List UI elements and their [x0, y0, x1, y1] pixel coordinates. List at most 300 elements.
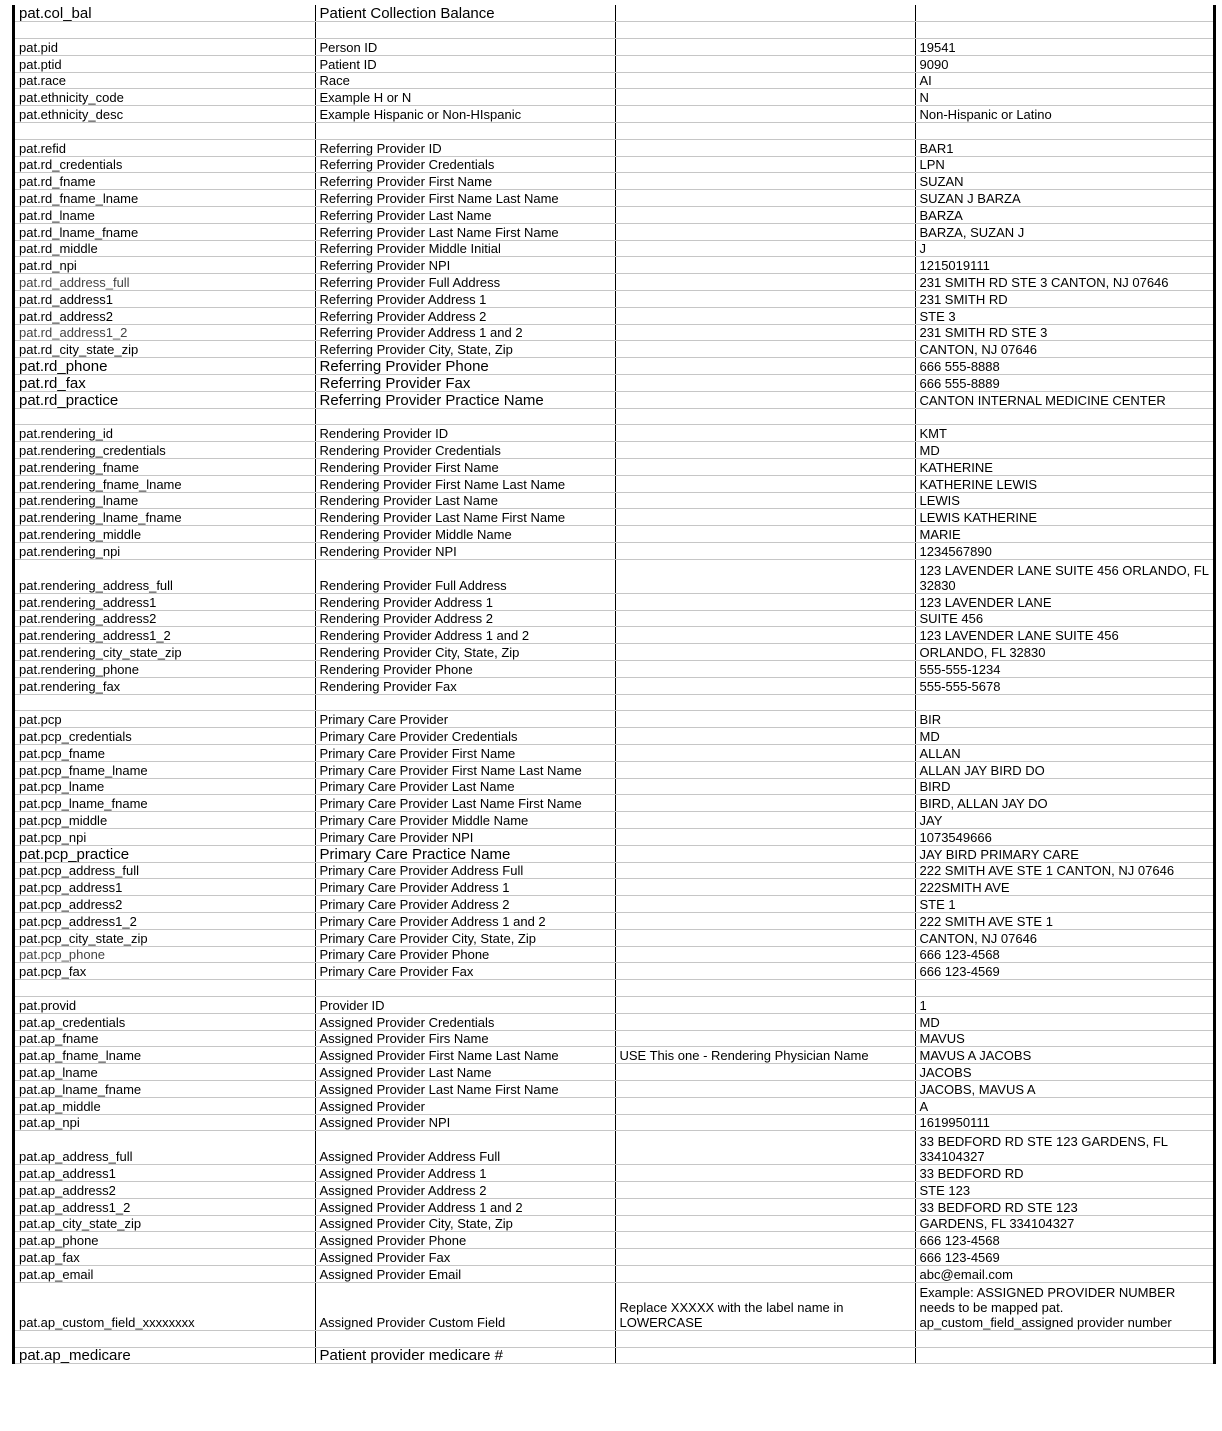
cell-notes[interactable]: [615, 845, 915, 862]
cell-example[interactable]: STE 123: [915, 1182, 1213, 1199]
cell-field[interactable]: [15, 1330, 315, 1347]
cell-example[interactable]: JACOBS, MAVUS A: [915, 1080, 1213, 1097]
cell-example[interactable]: MAVUS: [915, 1030, 1213, 1047]
cell-notes[interactable]: [615, 1165, 915, 1182]
cell-notes[interactable]: [615, 963, 915, 980]
cell-field[interactable]: pat.col_bal: [15, 5, 315, 22]
cell-example[interactable]: 123 LAVENDER LANE SUITE 456: [915, 627, 1213, 644]
cell-notes[interactable]: [615, 408, 915, 425]
cell-example[interactable]: Example: ASSIGNED PROVIDER NUMBER needs to be mapped pat. ap_custom_field_assigned provider number: [915, 1282, 1213, 1330]
cell-field[interactable]: pat.rd_fax: [15, 375, 315, 392]
cell-description[interactable]: Example H or N: [315, 89, 615, 106]
cell-notes[interactable]: [615, 156, 915, 173]
cell-field[interactable]: pat.pcp_address2: [15, 896, 315, 913]
cell-field[interactable]: pat.ap_medicare: [15, 1347, 315, 1364]
cell-field[interactable]: pat.ap_address1_2: [15, 1198, 315, 1215]
cell-field[interactable]: pat.rendering_city_state_zip: [15, 644, 315, 661]
cell-notes[interactable]: [615, 1215, 915, 1232]
cell-description[interactable]: Assigned Provider: [315, 1097, 615, 1114]
cell-field[interactable]: pat.pcp_lname_fname: [15, 795, 315, 812]
cell-field[interactable]: pat.pcp_phone: [15, 946, 315, 963]
cell-description[interactable]: Rendering Provider Address 1: [315, 593, 615, 610]
cell-notes[interactable]: [615, 812, 915, 829]
cell-field[interactable]: [15, 408, 315, 425]
cell-field[interactable]: pat.pcp: [15, 711, 315, 728]
cell-field[interactable]: pat.rd_address_full: [15, 274, 315, 291]
cell-example[interactable]: 33 BEDFORD RD STE 123: [915, 1198, 1213, 1215]
cell-notes[interactable]: [615, 106, 915, 123]
cell-description[interactable]: Assigned Provider City, State, Zip: [315, 1215, 615, 1232]
cell-example[interactable]: 666 555-8889: [915, 375, 1213, 392]
cell-example[interactable]: N: [915, 89, 1213, 106]
cell-notes[interactable]: [615, 1347, 915, 1364]
cell-example[interactable]: [915, 694, 1213, 711]
cell-description[interactable]: Assigned Provider Address Full: [315, 1131, 615, 1165]
cell-description[interactable]: Primary Care Provider Address 2: [315, 896, 615, 913]
cell-example[interactable]: JACOBS: [915, 1064, 1213, 1081]
cell-example[interactable]: GARDENS, FL 334104327: [915, 1215, 1213, 1232]
cell-field[interactable]: pat.ap_lname_fname: [15, 1080, 315, 1097]
cell-example[interactable]: ORLANDO, FL 32830: [915, 644, 1213, 661]
cell-description[interactable]: Referring Provider Credentials: [315, 156, 615, 173]
cell-field[interactable]: pat.pcp_practice: [15, 845, 315, 862]
cell-example[interactable]: 222SMITH AVE: [915, 879, 1213, 896]
cell-field[interactable]: pat.rd_practice: [15, 391, 315, 408]
cell-field[interactable]: pat.provid: [15, 996, 315, 1013]
cell-example[interactable]: 222 SMITH AVE STE 1 CANTON, NJ 07646: [915, 862, 1213, 879]
cell-field[interactable]: pat.pcp_address_full: [15, 862, 315, 879]
cell-description[interactable]: Primary Care Provider Credentials: [315, 728, 615, 745]
cell-description[interactable]: Rendering Provider Address 1 and 2: [315, 627, 615, 644]
cell-example[interactable]: BIRD: [915, 778, 1213, 795]
cell-example[interactable]: 231 SMITH RD STE 3: [915, 324, 1213, 341]
cell-description[interactable]: Assigned Provider Fax: [315, 1249, 615, 1266]
cell-example[interactable]: 1: [915, 996, 1213, 1013]
cell-field[interactable]: pat.ethnicity_code: [15, 89, 315, 106]
cell-description[interactable]: Referring Provider Middle Initial: [315, 240, 615, 257]
cell-field[interactable]: pat.refid: [15, 139, 315, 156]
cell-field[interactable]: pat.rd_address2: [15, 307, 315, 324]
cell-description[interactable]: Primary Care Provider Phone: [315, 946, 615, 963]
cell-example[interactable]: BARZA: [915, 207, 1213, 224]
cell-field[interactable]: pat.rd_phone: [15, 358, 315, 375]
cell-description[interactable]: Assigned Provider Phone: [315, 1232, 615, 1249]
cell-notes[interactable]: [615, 1249, 915, 1266]
cell-description[interactable]: Referring Provider Phone: [315, 358, 615, 375]
cell-notes[interactable]: [615, 223, 915, 240]
cell-example[interactable]: KATHERINE LEWIS: [915, 475, 1213, 492]
cell-notes[interactable]: [615, 72, 915, 89]
cell-example[interactable]: 1215019111: [915, 257, 1213, 274]
cell-notes[interactable]: [615, 291, 915, 308]
cell-example[interactable]: BARZA, SUZAN J: [915, 223, 1213, 240]
cell-notes[interactable]: [615, 307, 915, 324]
cell-notes[interactable]: [615, 1330, 915, 1347]
cell-example[interactable]: [915, 1330, 1213, 1347]
cell-field[interactable]: pat.rendering_middle: [15, 526, 315, 543]
cell-example[interactable]: KMT: [915, 425, 1213, 442]
cell-description[interactable]: Assigned Provider Last Name First Name: [315, 1080, 615, 1097]
cell-description[interactable]: Rendering Provider Last Name: [315, 492, 615, 509]
cell-field[interactable]: pat.ap_middle: [15, 1097, 315, 1114]
cell-description[interactable]: [315, 22, 615, 39]
cell-example[interactable]: 666 123-4568: [915, 1232, 1213, 1249]
cell-notes[interactable]: [615, 509, 915, 526]
cell-description[interactable]: Rendering Provider NPI: [315, 543, 615, 560]
cell-description[interactable]: Referring Provider Address 1: [315, 291, 615, 308]
cell-field[interactable]: pat.ap_custom_field_xxxxxxxx: [15, 1282, 315, 1330]
cell-description[interactable]: Primary Care Provider First Name Last Name: [315, 761, 615, 778]
cell-notes[interactable]: [615, 929, 915, 946]
cell-notes[interactable]: [615, 55, 915, 72]
cell-example[interactable]: LPN: [915, 156, 1213, 173]
cell-notes[interactable]: [615, 341, 915, 358]
cell-field[interactable]: pat.rd_address1_2: [15, 324, 315, 341]
cell-field[interactable]: pat.rd_npi: [15, 257, 315, 274]
cell-example[interactable]: LEWIS KATHERINE: [915, 509, 1213, 526]
cell-field[interactable]: pat.ap_credentials: [15, 1013, 315, 1030]
cell-field[interactable]: pat.rd_lname: [15, 207, 315, 224]
cell-notes[interactable]: [615, 207, 915, 224]
cell-field[interactable]: pat.rendering_lname: [15, 492, 315, 509]
cell-notes[interactable]: [615, 677, 915, 694]
cell-description[interactable]: Rendering Provider Last Name First Name: [315, 509, 615, 526]
cell-description[interactable]: Assigned Provider Last Name: [315, 1064, 615, 1081]
cell-description[interactable]: Referring Provider Address 1 and 2: [315, 324, 615, 341]
cell-notes[interactable]: [615, 610, 915, 627]
cell-field[interactable]: pat.ap_address2: [15, 1182, 315, 1199]
cell-notes[interactable]: [615, 358, 915, 375]
cell-description[interactable]: Rendering Provider Full Address: [315, 559, 615, 593]
cell-example[interactable]: [915, 980, 1213, 997]
cell-example[interactable]: 33 BEDFORD RD STE 123 GARDENS, FL 334104327: [915, 1131, 1213, 1165]
cell-field[interactable]: pat.rd_fname_lname: [15, 190, 315, 207]
cell-example[interactable]: 123 LAVENDER LANE SUITE 456 ORLANDO, FL 32830: [915, 559, 1213, 593]
cell-field[interactable]: pat.rendering_phone: [15, 660, 315, 677]
cell-notes[interactable]: USE This one - Rendering Physician Name: [615, 1047, 915, 1064]
cell-notes[interactable]: [615, 946, 915, 963]
cell-example[interactable]: ALLAN: [915, 744, 1213, 761]
cell-description[interactable]: Rendering Provider City, State, Zip: [315, 644, 615, 661]
cell-example[interactable]: 231 SMITH RD: [915, 291, 1213, 308]
cell-field[interactable]: pat.race: [15, 72, 315, 89]
cell-field[interactable]: pat.rd_city_state_zip: [15, 341, 315, 358]
cell-notes[interactable]: [615, 1114, 915, 1131]
cell-description[interactable]: Primary Care Provider Last Name First Name: [315, 795, 615, 812]
cell-example[interactable]: abc@email.com: [915, 1266, 1213, 1283]
cell-field[interactable]: pat.pcp_address1_2: [15, 912, 315, 929]
cell-description[interactable]: Primary Care Provider Middle Name: [315, 812, 615, 829]
cell-example[interactable]: BIRD, ALLAN JAY DO: [915, 795, 1213, 812]
cell-description[interactable]: Rendering Provider Credentials: [315, 442, 615, 459]
cell-example[interactable]: 231 SMITH RD STE 3 CANTON, NJ 07646: [915, 274, 1213, 291]
cell-example[interactable]: SUZAN: [915, 173, 1213, 190]
cell-notes[interactable]: [615, 190, 915, 207]
cell-description[interactable]: Example Hispanic or Non-HIspanic: [315, 106, 615, 123]
cell-description[interactable]: Rendering Provider Fax: [315, 677, 615, 694]
cell-description[interactable]: Primary Care Provider Address Full: [315, 862, 615, 879]
cell-description[interactable]: Assigned Provider NPI: [315, 1114, 615, 1131]
cell-notes[interactable]: [615, 862, 915, 879]
cell-example[interactable]: STE 1: [915, 896, 1213, 913]
cell-description[interactable]: Patient ID: [315, 55, 615, 72]
cell-field[interactable]: pat.rendering_npi: [15, 543, 315, 560]
cell-description[interactable]: Primary Care Provider NPI: [315, 828, 615, 845]
cell-notes[interactable]: [615, 274, 915, 291]
cell-notes[interactable]: [615, 459, 915, 476]
cell-field[interactable]: pat.pcp_city_state_zip: [15, 929, 315, 946]
cell-example[interactable]: MD: [915, 1013, 1213, 1030]
cell-notes[interactable]: [615, 728, 915, 745]
cell-example[interactable]: [915, 22, 1213, 39]
cell-field[interactable]: pat.ptid: [15, 55, 315, 72]
cell-notes[interactable]: [615, 1064, 915, 1081]
cell-example[interactable]: A: [915, 1097, 1213, 1114]
cell-description[interactable]: [315, 408, 615, 425]
cell-example[interactable]: CANTON INTERNAL MEDICINE CENTER: [915, 391, 1213, 408]
cell-field[interactable]: pat.ap_city_state_zip: [15, 1215, 315, 1232]
cell-notes[interactable]: [615, 627, 915, 644]
cell-description[interactable]: Assigned Provider Address 2: [315, 1182, 615, 1199]
cell-example[interactable]: [915, 123, 1213, 140]
cell-notes[interactable]: [615, 996, 915, 1013]
cell-field[interactable]: [15, 694, 315, 711]
cell-example[interactable]: STE 3: [915, 307, 1213, 324]
cell-description[interactable]: Rendering Provider Address 2: [315, 610, 615, 627]
cell-description[interactable]: [315, 980, 615, 997]
cell-notes[interactable]: [615, 139, 915, 156]
cell-description[interactable]: Referring Provider NPI: [315, 257, 615, 274]
cell-description[interactable]: Referring Provider Fax: [315, 375, 615, 392]
cell-description[interactable]: Referring Provider City, State, Zip: [315, 341, 615, 358]
cell-field[interactable]: pat.ap_fax: [15, 1249, 315, 1266]
cell-description[interactable]: Primary Care Practice Name: [315, 845, 615, 862]
cell-description[interactable]: Referring Provider First Name Last Name: [315, 190, 615, 207]
cell-description[interactable]: Referring Provider Address 2: [315, 307, 615, 324]
cell-notes[interactable]: [615, 879, 915, 896]
cell-field[interactable]: pat.rendering_lname_fname: [15, 509, 315, 526]
cell-field[interactable]: pat.ap_address_full: [15, 1131, 315, 1165]
cell-field[interactable]: pat.rd_address1: [15, 291, 315, 308]
cell-field[interactable]: pat.pcp_address1: [15, 879, 315, 896]
cell-example[interactable]: CANTON, NJ 07646: [915, 929, 1213, 946]
cell-description[interactable]: Provider ID: [315, 996, 615, 1013]
cell-notes[interactable]: [615, 22, 915, 39]
cell-field[interactable]: pat.pcp_middle: [15, 812, 315, 829]
cell-description[interactable]: Primary Care Provider First Name: [315, 744, 615, 761]
cell-field[interactable]: pat.rendering_address1_2: [15, 627, 315, 644]
cell-notes[interactable]: [615, 475, 915, 492]
cell-notes[interactable]: [615, 1232, 915, 1249]
cell-notes[interactable]: [615, 896, 915, 913]
cell-example[interactable]: 222 SMITH AVE STE 1: [915, 912, 1213, 929]
cell-field[interactable]: pat.rd_fname: [15, 173, 315, 190]
cell-notes[interactable]: Replace XXXXX with the label name in LOWERCASE: [615, 1282, 915, 1330]
cell-notes[interactable]: [615, 711, 915, 728]
cell-field[interactable]: pat.rendering_credentials: [15, 442, 315, 459]
cell-example[interactable]: JAY BIRD PRIMARY CARE: [915, 845, 1213, 862]
cell-description[interactable]: Rendering Provider Middle Name: [315, 526, 615, 543]
cell-example[interactable]: 555-555-5678: [915, 677, 1213, 694]
cell-field[interactable]: pat.rendering_address1: [15, 593, 315, 610]
cell-field[interactable]: pat.pcp_npi: [15, 828, 315, 845]
cell-description[interactable]: Primary Care Provider Last Name: [315, 778, 615, 795]
cell-notes[interactable]: [615, 240, 915, 257]
cell-field[interactable]: [15, 22, 315, 39]
cell-example[interactable]: 555-555-1234: [915, 660, 1213, 677]
cell-field[interactable]: pat.rd_lname_fname: [15, 223, 315, 240]
cell-field[interactable]: pat.rendering_fname: [15, 459, 315, 476]
cell-description[interactable]: Primary Care Provider Address 1: [315, 879, 615, 896]
cell-description[interactable]: Referring Provider First Name: [315, 173, 615, 190]
cell-description[interactable]: Assigned Provider Custom Field: [315, 1282, 615, 1330]
cell-notes[interactable]: [615, 828, 915, 845]
cell-description[interactable]: Race: [315, 72, 615, 89]
cell-notes[interactable]: [615, 912, 915, 929]
cell-example[interactable]: MARIE: [915, 526, 1213, 543]
cell-example[interactable]: [915, 408, 1213, 425]
cell-description[interactable]: Patient provider medicare #: [315, 1347, 615, 1364]
cell-description[interactable]: Referring Provider Last Name First Name: [315, 223, 615, 240]
cell-field[interactable]: pat.pcp_fname_lname: [15, 761, 315, 778]
cell-description[interactable]: Assigned Provider Address 1 and 2: [315, 1198, 615, 1215]
cell-description[interactable]: Referring Provider Full Address: [315, 274, 615, 291]
cell-description[interactable]: Rendering Provider ID: [315, 425, 615, 442]
cell-example[interactable]: 666 123-4569: [915, 963, 1213, 980]
cell-description[interactable]: [315, 123, 615, 140]
cell-notes[interactable]: [615, 492, 915, 509]
cell-notes[interactable]: [615, 559, 915, 593]
cell-notes[interactable]: [615, 543, 915, 560]
cell-description[interactable]: Primary Care Provider: [315, 711, 615, 728]
cell-field[interactable]: pat.ethnicity_desc: [15, 106, 315, 123]
cell-field[interactable]: [15, 980, 315, 997]
cell-example[interactable]: AI: [915, 72, 1213, 89]
cell-field[interactable]: pat.pcp_credentials: [15, 728, 315, 745]
cell-example[interactable]: BAR1: [915, 139, 1213, 156]
cell-description[interactable]: Primary Care Provider Address 1 and 2: [315, 912, 615, 929]
cell-notes[interactable]: [615, 1198, 915, 1215]
cell-notes[interactable]: [615, 744, 915, 761]
cell-field[interactable]: [15, 123, 315, 140]
cell-description[interactable]: [315, 1330, 615, 1347]
cell-field[interactable]: pat.rendering_id: [15, 425, 315, 442]
cell-field[interactable]: pat.rd_credentials: [15, 156, 315, 173]
cell-description[interactable]: Person ID: [315, 39, 615, 56]
cell-example[interactable]: [915, 1347, 1213, 1364]
cell-field[interactable]: pat.pcp_fax: [15, 963, 315, 980]
cell-example[interactable]: LEWIS: [915, 492, 1213, 509]
cell-field[interactable]: pat.ap_address1: [15, 1165, 315, 1182]
cell-field[interactable]: pat.rendering_address_full: [15, 559, 315, 593]
cell-field[interactable]: pat.ap_fname: [15, 1030, 315, 1047]
cell-notes[interactable]: [615, 1030, 915, 1047]
cell-description[interactable]: Assigned Provider First Name Last Name: [315, 1047, 615, 1064]
cell-notes[interactable]: [615, 123, 915, 140]
cell-notes[interactable]: [615, 442, 915, 459]
cell-example[interactable]: 1234567890: [915, 543, 1213, 560]
cell-notes[interactable]: [615, 1131, 915, 1165]
cell-notes[interactable]: [615, 1080, 915, 1097]
cell-description[interactable]: Referring Provider Last Name: [315, 207, 615, 224]
cell-description[interactable]: Referring Provider Practice Name: [315, 391, 615, 408]
cell-notes[interactable]: [615, 391, 915, 408]
cell-notes[interactable]: [615, 778, 915, 795]
cell-description[interactable]: Assigned Provider Email: [315, 1266, 615, 1283]
cell-notes[interactable]: [615, 89, 915, 106]
cell-field[interactable]: pat.rendering_address2: [15, 610, 315, 627]
cell-example[interactable]: SUZAN J BARZA: [915, 190, 1213, 207]
cell-example[interactable]: 123 LAVENDER LANE: [915, 593, 1213, 610]
cell-example[interactable]: [915, 5, 1213, 22]
cell-example[interactable]: KATHERINE: [915, 459, 1213, 476]
cell-field[interactable]: pat.ap_fname_lname: [15, 1047, 315, 1064]
cell-field[interactable]: pat.ap_npi: [15, 1114, 315, 1131]
cell-example[interactable]: CANTON, NJ 07646: [915, 341, 1213, 358]
cell-example[interactable]: 1619950111: [915, 1114, 1213, 1131]
cell-description[interactable]: [315, 694, 615, 711]
cell-notes[interactable]: [615, 761, 915, 778]
cell-field[interactable]: pat.pcp_lname: [15, 778, 315, 795]
cell-notes[interactable]: [615, 324, 915, 341]
cell-field[interactable]: pat.rd_middle: [15, 240, 315, 257]
cell-notes[interactable]: [615, 375, 915, 392]
cell-example[interactable]: MAVUS A JACOBS: [915, 1047, 1213, 1064]
cell-example[interactable]: MD: [915, 442, 1213, 459]
cell-example[interactable]: JAY: [915, 812, 1213, 829]
cell-example[interactable]: 1073549666: [915, 828, 1213, 845]
cell-example[interactable]: Non-Hispanic or Latino: [915, 106, 1213, 123]
cell-example[interactable]: SUITE 456: [915, 610, 1213, 627]
cell-field[interactable]: pat.ap_lname: [15, 1064, 315, 1081]
cell-notes[interactable]: [615, 173, 915, 190]
cell-field[interactable]: pat.ap_phone: [15, 1232, 315, 1249]
cell-notes[interactable]: [615, 660, 915, 677]
cell-notes[interactable]: [615, 526, 915, 543]
cell-notes[interactable]: [615, 425, 915, 442]
cell-example[interactable]: 33 BEDFORD RD: [915, 1165, 1213, 1182]
cell-notes[interactable]: [615, 257, 915, 274]
cell-description[interactable]: Primary Care Provider City, State, Zip: [315, 929, 615, 946]
cell-field[interactable]: pat.rendering_fax: [15, 677, 315, 694]
cell-description[interactable]: Primary Care Provider Fax: [315, 963, 615, 980]
cell-notes[interactable]: [615, 980, 915, 997]
cell-notes[interactable]: [615, 593, 915, 610]
cell-description[interactable]: Assigned Provider Address 1: [315, 1165, 615, 1182]
cell-example[interactable]: 19541: [915, 39, 1213, 56]
cell-example[interactable]: MD: [915, 728, 1213, 745]
cell-notes[interactable]: [615, 5, 915, 22]
cell-notes[interactable]: [615, 1013, 915, 1030]
cell-field[interactable]: pat.ap_email: [15, 1266, 315, 1283]
cell-description[interactable]: Patient Collection Balance: [315, 5, 615, 22]
cell-description[interactable]: Rendering Provider First Name Last Name: [315, 475, 615, 492]
cell-example[interactable]: 666 555-8888: [915, 358, 1213, 375]
cell-description[interactable]: Assigned Provider Credentials: [315, 1013, 615, 1030]
cell-notes[interactable]: [615, 795, 915, 812]
cell-field[interactable]: pat.pid: [15, 39, 315, 56]
cell-example[interactable]: 9090: [915, 55, 1213, 72]
cell-field[interactable]: pat.pcp_fname: [15, 744, 315, 761]
cell-notes[interactable]: [615, 694, 915, 711]
cell-description[interactable]: Rendering Provider Phone: [315, 660, 615, 677]
cell-example[interactable]: ALLAN JAY BIRD DO: [915, 761, 1213, 778]
cell-description[interactable]: Assigned Provider Firs Name: [315, 1030, 615, 1047]
cell-notes[interactable]: [615, 1266, 915, 1283]
cell-example[interactable]: 666 123-4569: [915, 1249, 1213, 1266]
cell-description[interactable]: Referring Provider ID: [315, 139, 615, 156]
cell-notes[interactable]: [615, 39, 915, 56]
